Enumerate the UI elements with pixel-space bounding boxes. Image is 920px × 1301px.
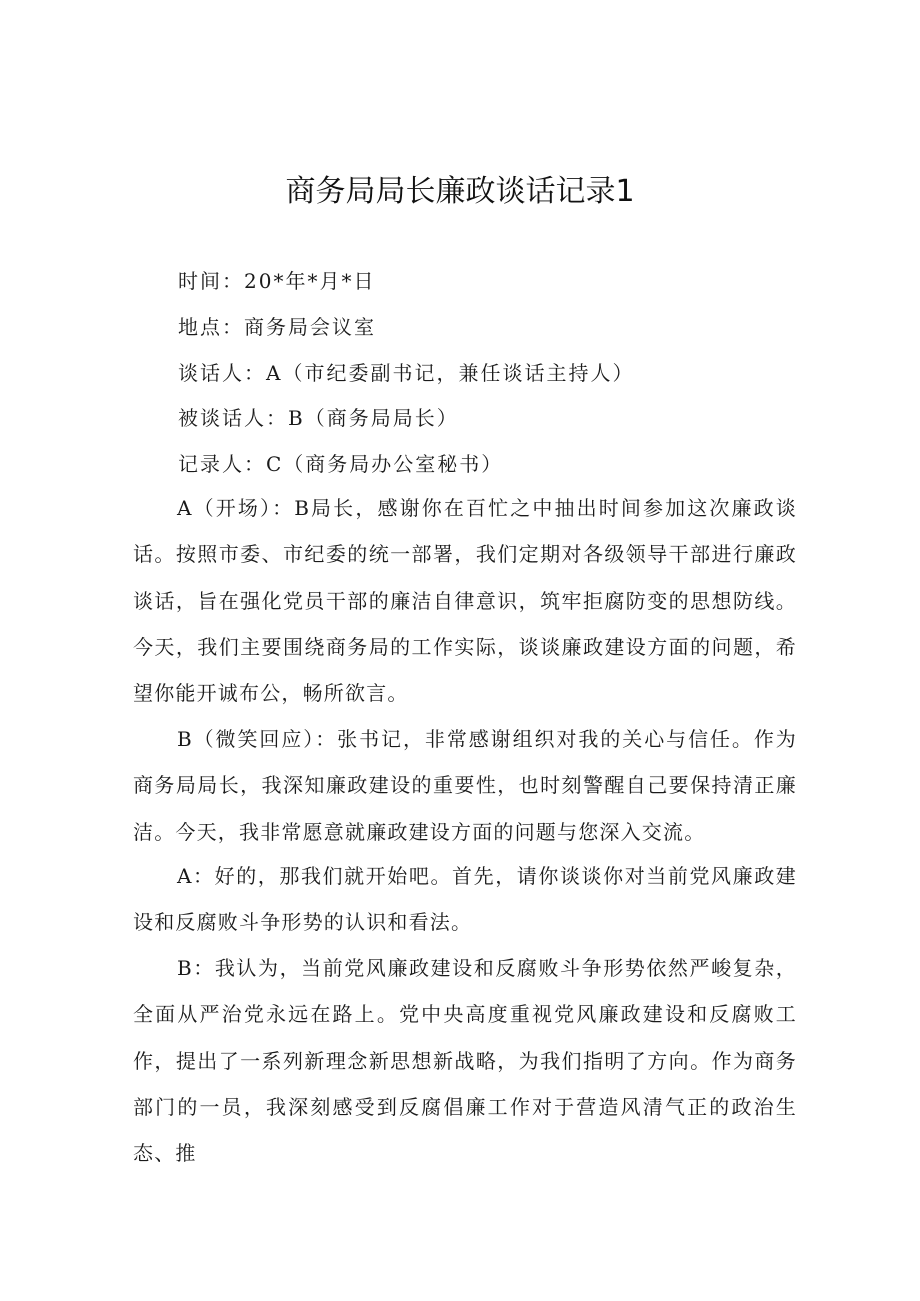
document-title: 商务局局长廉政谈话记录1 <box>285 174 635 209</box>
meta-time: 时间：20*年*月*日 <box>178 269 376 293</box>
paragraph-response-1: B（微笑回应）：张书记，非常感谢组织对我的关心与信任。作为商务局局长，我深知廉政建设的重要性，也时刻警醒自己要保持清正廉洁。今天，我非常愿意就廉政建设方面的问题与您深入交流。 <box>133 727 797 844</box>
paragraph-question-1: A：好的，那我们就开始吧。首先，请你谈谈你对当前党风廉政建设和反腐败斗争形势的认识和看法。 <box>133 864 797 935</box>
meta-recorder: 记录人：C（商务局办公室秘书） <box>178 452 504 476</box>
meta-interviewer: 谈话人：A（市纪委副书记，兼任谈话主持人） <box>178 361 635 385</box>
paragraph-answer-1: B：我认为，当前党风廉政建设和反腐败斗争形势依然严峻复杂，全面从严治党永远在路上。党中央高度重视党风廉政建设和反腐败工作，提出了一系列新理念新思想新战略，为我们指明了方向。作为商务部门的一员，我深刻感受到反腐倡廉工作对于营造风清气正的政治生态、推 <box>133 956 797 1166</box>
meta-place: 地点：商务局会议室 <box>178 315 376 339</box>
meta-interviewee: 被谈话人：B（商务局局长） <box>178 406 459 430</box>
paragraph-opening: A（开场）：B局长，感谢你在百忙之中抽出时间参加这次廉政谈话。按照市委、市纪委的统一部署，我们定期对各级领导干部进行廉政谈话，旨在强化党员干部的廉洁自律意识，筑牢拒腐防变的思想防线。今天，我们主要围绕商务局的工作实际，谈谈廉政建设方面的问题，希望你能开诚布公，畅所欲言。 <box>133 496 797 706</box>
